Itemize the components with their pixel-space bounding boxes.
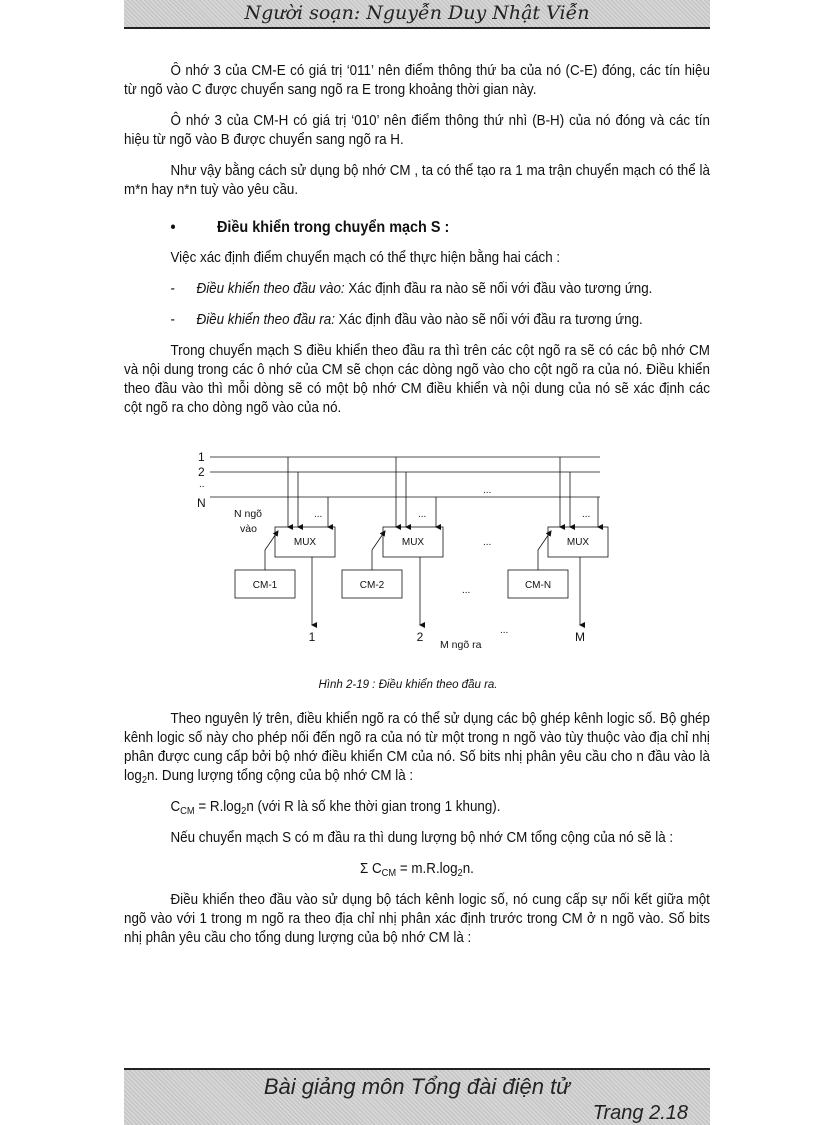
mux-label: MUX (293, 537, 317, 548)
paragraph-6 (124, 710, 710, 786)
dash-marker: - (170, 281, 175, 297)
list-item-text: Xác định đầu vào nào sẽ nối với đầu ra tương ứng. (334, 312, 643, 328)
section-heading (124, 218, 710, 237)
page-footer (124, 1068, 710, 1125)
input-desc-1: N ngõ (234, 508, 263, 520)
subscript: 2 (241, 806, 247, 817)
mux-label: MUX (566, 537, 590, 548)
output-label-1: 1 (308, 630, 316, 644)
paragraph-6-end: n. Dung lượng tổng cộng của bộ nhớ CM là : (147, 768, 414, 784)
input-label-2: 2 (198, 465, 205, 479)
header-author: Người soạn: Nguyễn Duy Nhật Viễn (244, 2, 590, 24)
formula-2 (124, 860, 710, 879)
list-item-text: Xác định đầu ra nào sẽ nối với đầu vào tương ứng. (344, 281, 653, 297)
input-label-n: N (197, 496, 206, 510)
formula-end: n. (462, 861, 474, 877)
input-label-dots: .. (199, 479, 205, 490)
output-desc: M ngõ ra (440, 639, 482, 651)
formula-symbol: C (170, 799, 181, 815)
paragraph-2: Ô nhớ 3 của CM-H có giá trị ‘010’ nên điểm thông thứ nhì (B-H) của nó đóng và các tín hiệu từ ngõ vào B được chuyển sang ngõ ra H. (124, 113, 710, 148)
lower-text (124, 710, 710, 960)
paragraph-4: Việc xác định điểm chuyển mạch có thể thực hiện bằng hai cách : (170, 250, 561, 266)
subscript: 2 (457, 868, 463, 879)
section-heading-text: Điều khiển trong chuyển mạch S : (217, 219, 450, 236)
formula-mid: = R.log (194, 799, 242, 815)
ellipsis: ... (483, 537, 492, 548)
subscript: CM (381, 868, 397, 879)
list-item (124, 280, 710, 299)
cm-label-1: CM-1 (252, 580, 278, 591)
paragraph-1: Ô nhớ 3 của CM-E có giá trị ‘011’ nên điểm thông thứ ba của nó (C-E) đóng, các tín hiệu từ ngõ vào C được chuyển sang ngõ ra E trong khoảng thời gian này. (124, 63, 710, 98)
ellipsis: ... (314, 509, 323, 520)
course-title: Bài giảng môn Tổng đài điện tử (263, 1074, 571, 1099)
page-number: Trang 2.18 (592, 1102, 688, 1124)
paragraph-5: Trong chuyển mạch S điều khiển theo đầu ra thì trên các cột ngõ ra sẽ có các bộ nhớ CM và nội dung trong các ô nhớ của CM sẽ chọn các dòng ngõ vào cho cột ngõ ra của nó. Điều khiển theo đầu vào thì mỗi dòng sẽ có một bộ nhớ CM điều khiển và nội dung của nó sẽ xác định các cột ngõ ra cho dòng ngõ vào của nó. (124, 343, 710, 416)
formula-1 (124, 798, 710, 817)
output-label-2: 2 (416, 630, 424, 644)
bullet-icon: • (170, 219, 176, 236)
figure-output-control (190, 445, 630, 675)
list-item-label: Điều khiển theo đầu ra: (196, 312, 335, 328)
ellipsis: ... (483, 485, 492, 496)
paragraph-3: Như vậy bằng cách sử dụng bộ nhớ CM , ta có thể tạo ra 1 ma trận chuyển mạch có thể là m*n hay n*n tuỳ vào yêu cầu. (124, 163, 710, 198)
formula-symbol: Σ C (360, 861, 382, 877)
output-label-m: M (575, 630, 585, 644)
paragraph-6-text: Theo nguyên lý trên, điều khiển ngõ ra có thể sử dụng các bộ ghép kênh logic số. Bộ ghép kênh logic số này cho phép nối đến ngõ ra của nó từ một trong n ngõ vào tùy thuộc vào địa chỉ nhị phân được cung cấp bởi bộ nhớ điều khiển CM của nó. Số bits nhị phân yêu cầu cho n đầu vào là log (124, 711, 710, 784)
main-text (124, 62, 710, 430)
paragraph-7: Nếu chuyển mạch S có m đầu ra thì dung lượng bộ nhớ CM tổng cộng của nó sẽ là : (170, 830, 674, 846)
subscript: 2 (141, 775, 148, 786)
formula-mid: = m.R.log (396, 861, 458, 877)
formula-end: n (với R là số khe thời gian trong 1 khung). (246, 799, 501, 815)
input-desc-2: vào (240, 523, 257, 535)
ellipsis: ... (582, 509, 591, 520)
dash-marker: - (170, 312, 175, 328)
ellipsis: ... (500, 625, 509, 636)
mux-label: MUX (401, 537, 425, 548)
ellipsis: ... (462, 585, 471, 596)
cm-label-n: CM-N (524, 580, 552, 591)
list-item-label: Điều khiển theo đầu vào: (196, 281, 345, 297)
subscript: CM (180, 806, 195, 817)
page-header (124, 0, 710, 29)
input-label-1: 1 (198, 450, 205, 464)
paragraph-8: Điều khiển theo đầu vào sử dụng bộ tách kênh logic số, nó cung cấp sự nối kết giữa một ngõ vào với 1 trong m ngõ ra theo địa chỉ nhị phân xác định trước trong CM ở n ngõ vào. Số bits nhị phân yêu cầu cho tổng dung lượng của bộ nhớ CM là : (124, 892, 710, 946)
list-item (124, 311, 710, 330)
ellipsis: ... (418, 509, 427, 520)
mux-diagram (190, 445, 630, 675)
figure-caption: Hình 2-19 : Điều khiển theo đầu ra. (318, 679, 498, 691)
cm-label-2: CM-2 (359, 580, 385, 591)
